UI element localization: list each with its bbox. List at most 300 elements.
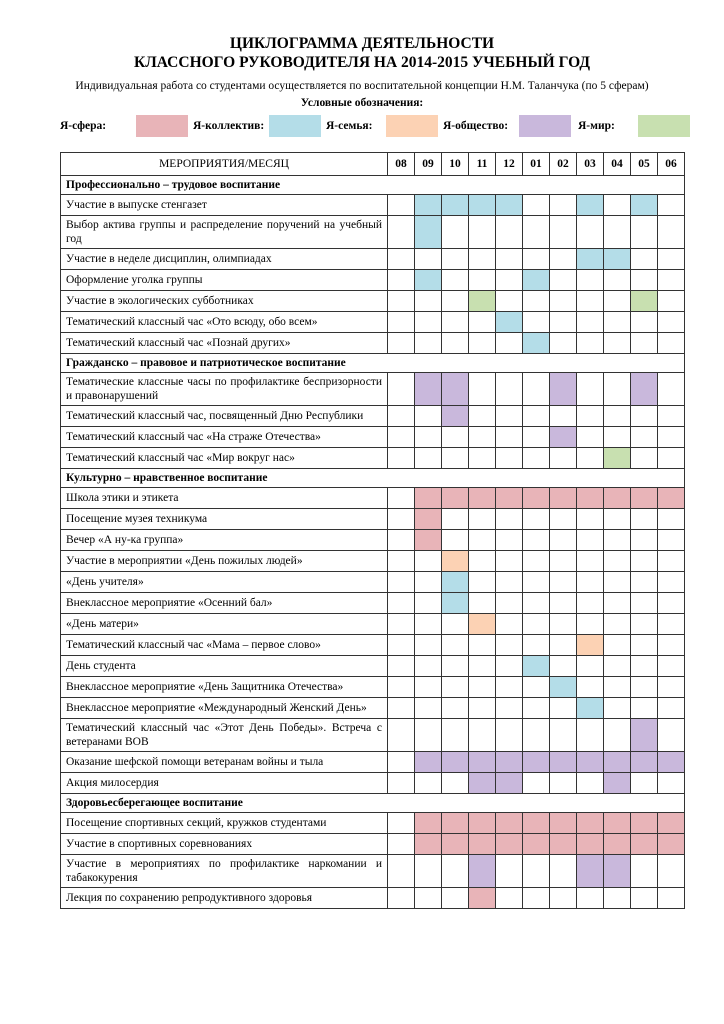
month-cell	[415, 656, 442, 677]
month-cell	[523, 291, 550, 312]
month-cell	[604, 635, 631, 656]
month-cell	[496, 551, 523, 572]
table-row	[61, 719, 685, 752]
month-cell	[550, 635, 577, 656]
month-cell-marked	[604, 448, 631, 469]
month-cell	[604, 698, 631, 719]
month-cell	[550, 406, 577, 427]
event-name: Посещение спортивных секций, кружков студентами	[61, 813, 388, 834]
section-title: Гражданско – правовое и патриотическое воспитание	[61, 354, 685, 373]
month-cell	[631, 249, 658, 270]
month-cell	[388, 509, 415, 530]
month-cell	[523, 773, 550, 794]
month-cell	[469, 698, 496, 719]
month-cell	[658, 270, 685, 291]
event-name: Тематический классный час «На страже Отечества»	[61, 427, 388, 448]
month-cell	[604, 888, 631, 909]
table-row	[61, 406, 685, 427]
month-cell	[496, 572, 523, 593]
month-cell	[604, 614, 631, 635]
month-cell-marked	[496, 773, 523, 794]
month-cell	[631, 551, 658, 572]
month-cell	[388, 249, 415, 270]
section-row	[61, 354, 685, 373]
month-cell-marked	[496, 195, 523, 216]
month-cell	[388, 572, 415, 593]
month-cell	[577, 448, 604, 469]
column-header-month: 08	[388, 153, 415, 176]
month-cell	[442, 614, 469, 635]
legend-swatch-collective	[269, 115, 321, 137]
month-cell	[577, 373, 604, 406]
table-row	[61, 834, 685, 855]
table-row	[61, 635, 685, 656]
event-name: День студента	[61, 656, 388, 677]
month-cell	[550, 773, 577, 794]
event-name: Участие в экологических субботниках	[61, 291, 388, 312]
table-row	[61, 427, 685, 448]
subtitle: Индивидуальная работа со студентами осуществляется по воспитательной концепции Н.М. Таланчука (по 5 сферам)	[75, 80, 649, 92]
month-cell-marked	[442, 551, 469, 572]
month-cell	[442, 677, 469, 698]
table-row	[61, 216, 685, 249]
month-cell	[442, 216, 469, 249]
event-name: Участие в мероприятии «День пожилых людей»	[61, 551, 388, 572]
month-cell-marked	[577, 752, 604, 773]
month-cell	[496, 333, 523, 354]
month-cell	[550, 593, 577, 614]
month-cell	[496, 656, 523, 677]
table-row	[61, 488, 685, 509]
month-cell-marked	[604, 488, 631, 509]
month-cell	[604, 656, 631, 677]
month-cell	[658, 216, 685, 249]
month-cell-marked	[496, 834, 523, 855]
month-cell	[388, 855, 415, 888]
section-row	[61, 794, 685, 813]
month-cell	[415, 291, 442, 312]
month-cell	[496, 698, 523, 719]
month-cell-marked	[523, 488, 550, 509]
month-cell-marked	[469, 855, 496, 888]
event-name: Участие в неделе дисциплин, олимпиадах	[61, 249, 388, 270]
month-cell	[550, 572, 577, 593]
event-name: Тематический классный час «Мама – первое слово»	[61, 635, 388, 656]
month-cell-marked	[469, 614, 496, 635]
column-header-month: 11	[469, 153, 496, 176]
month-cell	[658, 593, 685, 614]
month-cell	[604, 291, 631, 312]
month-cell	[496, 719, 523, 752]
month-cell	[523, 551, 550, 572]
month-cell	[631, 698, 658, 719]
month-cell	[631, 509, 658, 530]
month-cell	[388, 677, 415, 698]
month-cell-marked	[631, 834, 658, 855]
table-row	[61, 509, 685, 530]
section-title: Здоровьесберегающее воспитание	[61, 794, 685, 813]
month-cell	[415, 614, 442, 635]
month-cell	[577, 719, 604, 752]
month-cell	[658, 551, 685, 572]
month-cell	[469, 406, 496, 427]
month-cell	[631, 614, 658, 635]
month-cell	[388, 312, 415, 333]
month-cell-marked	[442, 813, 469, 834]
column-header-month: 02	[550, 153, 577, 176]
month-cell-marked	[469, 773, 496, 794]
month-cell-marked	[550, 488, 577, 509]
month-cell	[577, 312, 604, 333]
table-row	[61, 572, 685, 593]
legend-swatch-world	[638, 115, 690, 137]
month-cell	[523, 427, 550, 448]
month-cell-marked	[631, 719, 658, 752]
month-cell	[604, 427, 631, 448]
month-cell	[550, 312, 577, 333]
column-header-month: 01	[523, 153, 550, 176]
table-row	[61, 530, 685, 551]
legend-label-world: Я-мир:	[578, 120, 615, 132]
month-cell	[658, 855, 685, 888]
month-cell-marked	[577, 249, 604, 270]
month-cell	[577, 427, 604, 448]
month-cell	[388, 195, 415, 216]
month-cell	[604, 406, 631, 427]
month-cell	[658, 656, 685, 677]
month-cell	[415, 635, 442, 656]
month-cell	[442, 291, 469, 312]
table-row	[61, 698, 685, 719]
month-cell	[442, 509, 469, 530]
month-cell-marked	[415, 813, 442, 834]
month-cell	[577, 773, 604, 794]
month-cell	[469, 249, 496, 270]
month-cell	[442, 270, 469, 291]
month-cell-marked	[523, 270, 550, 291]
month-cell	[523, 249, 550, 270]
title-line-2: КЛАССНОГО РУКОВОДИТЕЛЯ НА 2014-2015 УЧЕБНЫЙ ГОД	[133, 54, 591, 71]
event-name: Оказание шефской помощи ветеранам войны и тыла	[61, 752, 388, 773]
month-cell	[523, 888, 550, 909]
section-title: Профессионально – трудовое воспитание	[61, 176, 685, 195]
month-cell	[523, 593, 550, 614]
month-cell-marked	[442, 406, 469, 427]
month-cell	[388, 216, 415, 249]
month-cell	[631, 530, 658, 551]
table-row	[61, 333, 685, 354]
month-cell-marked	[415, 834, 442, 855]
event-name: Тематический классный час «Мир вокруг нас»	[61, 448, 388, 469]
month-cell-marked	[577, 813, 604, 834]
month-cell	[388, 888, 415, 909]
month-cell-marked	[415, 216, 442, 249]
month-cell	[388, 333, 415, 354]
month-cell	[604, 572, 631, 593]
month-cell-marked	[469, 752, 496, 773]
month-cell-marked	[631, 752, 658, 773]
month-cell	[388, 291, 415, 312]
month-cell-marked	[550, 834, 577, 855]
month-cell	[496, 509, 523, 530]
month-cell	[469, 572, 496, 593]
table-row	[61, 614, 685, 635]
month-cell	[550, 291, 577, 312]
month-cell	[550, 270, 577, 291]
month-cell	[604, 373, 631, 406]
month-cell-marked	[442, 593, 469, 614]
month-cell-marked	[442, 572, 469, 593]
month-cell	[388, 656, 415, 677]
month-cell	[658, 530, 685, 551]
month-cell	[469, 333, 496, 354]
month-cell	[658, 249, 685, 270]
month-cell	[658, 719, 685, 752]
table-row	[61, 813, 685, 834]
month-cell	[415, 677, 442, 698]
month-cell	[604, 677, 631, 698]
month-cell	[523, 698, 550, 719]
month-cell-marked	[496, 813, 523, 834]
legend-swatch-society	[519, 115, 571, 137]
month-cell	[388, 719, 415, 752]
month-cell	[442, 719, 469, 752]
column-header-month: 06	[658, 153, 685, 176]
month-cell	[496, 614, 523, 635]
month-cell-marked	[442, 373, 469, 406]
month-cell-marked	[523, 656, 550, 677]
month-cell	[469, 312, 496, 333]
month-cell	[577, 614, 604, 635]
month-cell	[631, 427, 658, 448]
month-cell	[550, 509, 577, 530]
month-cell	[415, 551, 442, 572]
month-cell	[469, 448, 496, 469]
month-cell	[388, 488, 415, 509]
table-row	[61, 855, 685, 888]
month-cell	[442, 249, 469, 270]
month-cell	[631, 572, 658, 593]
month-cell-marked	[523, 752, 550, 773]
month-cell-marked	[469, 488, 496, 509]
month-cell	[415, 888, 442, 909]
month-cell	[550, 855, 577, 888]
month-cell	[550, 551, 577, 572]
month-cell	[631, 888, 658, 909]
month-cell	[388, 448, 415, 469]
month-cell	[658, 373, 685, 406]
month-cell	[442, 530, 469, 551]
month-cell-marked	[496, 488, 523, 509]
month-cell	[523, 216, 550, 249]
month-cell-marked	[415, 195, 442, 216]
month-cell-marked	[550, 427, 577, 448]
month-cell	[469, 677, 496, 698]
month-cell	[631, 677, 658, 698]
event-name: Тематический классный час «Познай других»	[61, 333, 388, 354]
month-cell-marked	[658, 834, 685, 855]
month-cell	[577, 216, 604, 249]
table-row	[61, 249, 685, 270]
month-cell	[415, 249, 442, 270]
month-cell	[388, 551, 415, 572]
month-cell	[388, 406, 415, 427]
table-row	[61, 448, 685, 469]
month-cell-marked	[415, 373, 442, 406]
table-header-row	[61, 153, 685, 176]
event-name: Оформление уголка группы	[61, 270, 388, 291]
month-cell	[658, 572, 685, 593]
column-header-events: МЕРОПРИЯТИЯ/МЕСЯЦ	[61, 153, 388, 176]
month-cell	[631, 635, 658, 656]
event-name: Внеклассное мероприятие «Осенний бал»	[61, 593, 388, 614]
month-cell	[631, 448, 658, 469]
month-cell	[658, 448, 685, 469]
month-cell-marked	[604, 855, 631, 888]
month-cell	[658, 677, 685, 698]
month-cell-marked	[658, 752, 685, 773]
month-cell	[631, 855, 658, 888]
legend-title: Условные обозначения:	[300, 97, 424, 109]
month-cell-marked	[415, 530, 442, 551]
month-cell	[415, 333, 442, 354]
column-header-month: 09	[415, 153, 442, 176]
month-cell	[577, 593, 604, 614]
month-cell	[496, 888, 523, 909]
month-cell	[415, 312, 442, 333]
month-cell	[631, 216, 658, 249]
month-cell-marked	[550, 677, 577, 698]
legend	[60, 115, 692, 137]
month-cell	[523, 448, 550, 469]
month-cell	[631, 270, 658, 291]
month-cell	[631, 593, 658, 614]
month-cell	[469, 216, 496, 249]
month-cell	[496, 427, 523, 448]
month-cell	[496, 291, 523, 312]
month-cell	[550, 530, 577, 551]
month-cell	[415, 855, 442, 888]
month-cell	[631, 333, 658, 354]
month-cell	[577, 551, 604, 572]
event-name: Тематический классный час «Ото всюду, обо всем»	[61, 312, 388, 333]
month-cell	[496, 406, 523, 427]
table-body	[61, 176, 685, 909]
month-cell	[442, 656, 469, 677]
month-cell	[577, 656, 604, 677]
month-cell	[577, 572, 604, 593]
month-cell	[496, 448, 523, 469]
month-cell	[550, 888, 577, 909]
event-name: Выбор актива группы и распределение поручений на учебный год	[61, 216, 388, 249]
month-cell-marked	[415, 509, 442, 530]
month-cell-marked	[658, 488, 685, 509]
month-cell	[577, 530, 604, 551]
month-cell	[496, 373, 523, 406]
month-cell-marked	[496, 752, 523, 773]
month-cell-marked	[604, 752, 631, 773]
month-cell	[658, 635, 685, 656]
event-name: Внеклассное мероприятие «День Защитника Отечества»	[61, 677, 388, 698]
table-row	[61, 195, 685, 216]
month-cell	[442, 855, 469, 888]
month-cell	[442, 448, 469, 469]
month-cell-marked	[442, 195, 469, 216]
month-cell	[658, 333, 685, 354]
month-cell	[658, 614, 685, 635]
month-cell	[523, 406, 550, 427]
month-cell	[523, 677, 550, 698]
month-cell	[550, 216, 577, 249]
column-header-month: 03	[577, 153, 604, 176]
month-cell	[550, 333, 577, 354]
month-cell	[658, 195, 685, 216]
month-cell	[523, 509, 550, 530]
event-name: Акция милосердия	[61, 773, 388, 794]
month-cell	[496, 216, 523, 249]
month-cell	[388, 834, 415, 855]
activity-schedule-table	[60, 152, 685, 909]
event-name: Школа этики и этикета	[61, 488, 388, 509]
month-cell	[388, 530, 415, 551]
month-cell	[604, 509, 631, 530]
month-cell-marked	[469, 291, 496, 312]
month-cell-marked	[550, 752, 577, 773]
month-cell	[415, 572, 442, 593]
month-cell	[523, 572, 550, 593]
month-cell-marked	[631, 373, 658, 406]
column-header-month: 12	[496, 153, 523, 176]
month-cell	[415, 448, 442, 469]
month-cell	[550, 614, 577, 635]
month-cell	[388, 698, 415, 719]
section-row	[61, 176, 685, 195]
month-cell	[523, 530, 550, 551]
legend-label-self: Я-сфера:	[60, 120, 107, 132]
month-cell	[388, 373, 415, 406]
month-cell-marked	[631, 195, 658, 216]
month-cell	[523, 312, 550, 333]
month-cell	[523, 373, 550, 406]
month-cell	[523, 855, 550, 888]
table-row	[61, 270, 685, 291]
event-name: Тематический классный час «Этот День Победы». Встреча с ветеранами ВОВ	[61, 719, 388, 752]
legend-label-collective: Я-коллектив:	[193, 120, 265, 132]
month-cell	[658, 773, 685, 794]
month-cell	[523, 635, 550, 656]
month-cell	[388, 270, 415, 291]
month-cell	[604, 270, 631, 291]
month-cell	[469, 656, 496, 677]
month-cell	[415, 406, 442, 427]
month-cell	[577, 333, 604, 354]
table-row	[61, 752, 685, 773]
month-cell	[496, 270, 523, 291]
month-cell	[658, 509, 685, 530]
month-cell-marked	[577, 488, 604, 509]
month-cell-marked	[415, 270, 442, 291]
month-cell	[442, 333, 469, 354]
legend-swatch-family	[386, 115, 438, 137]
month-cell-marked	[469, 834, 496, 855]
month-cell	[496, 855, 523, 888]
month-cell	[415, 773, 442, 794]
table-row	[61, 373, 685, 406]
month-cell	[469, 530, 496, 551]
table-row	[61, 656, 685, 677]
month-cell	[523, 719, 550, 752]
month-cell-marked	[577, 855, 604, 888]
